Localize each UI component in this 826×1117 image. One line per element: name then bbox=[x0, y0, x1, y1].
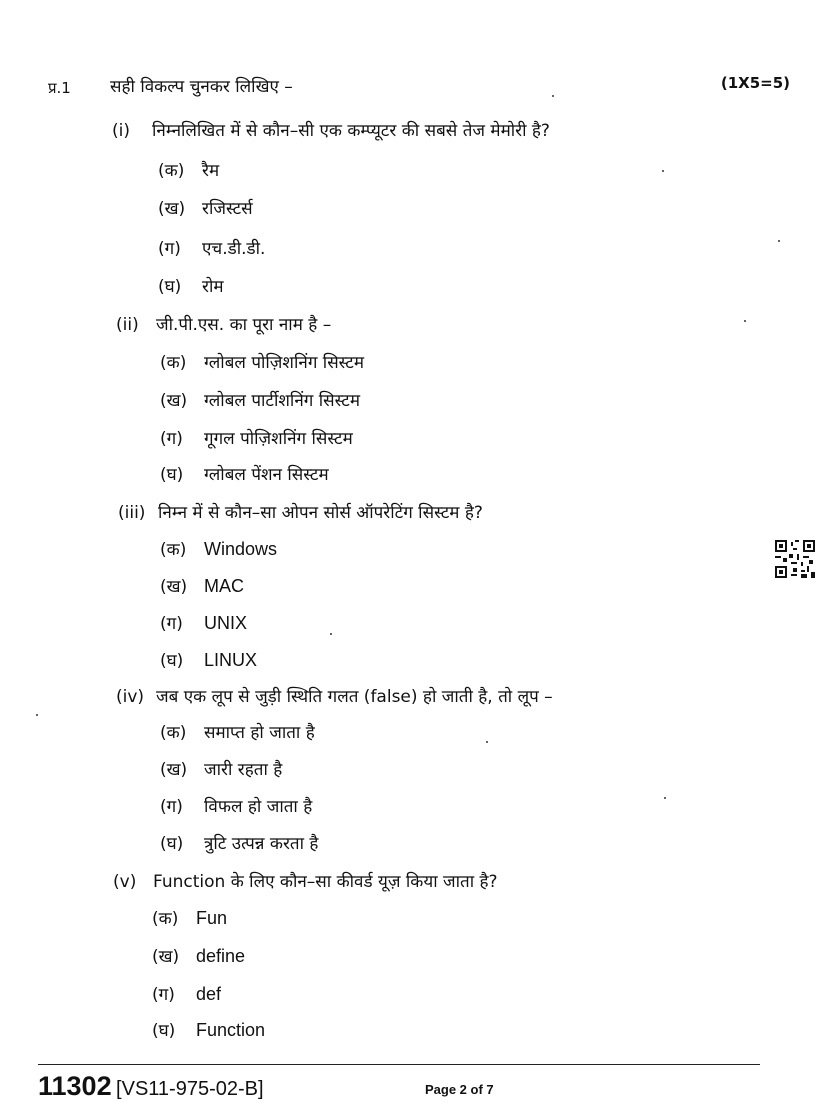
footer-divider bbox=[38, 1064, 760, 1065]
option-2-d bbox=[160, 462, 329, 485]
sub-question-number: (iv) bbox=[116, 687, 145, 707]
sub-question-text: निम्नलिखित में से कौन–सी एक कम्प्यूटर की सबसे तेज मेमोरी है? bbox=[152, 121, 550, 141]
option-label: (घ) bbox=[160, 651, 184, 671]
option-text: जारी रहता है bbox=[204, 760, 283, 780]
option-label: (ग) bbox=[160, 614, 183, 634]
option-label: (ख) bbox=[160, 760, 188, 780]
option-label: (ग) bbox=[158, 239, 181, 259]
option-3-c bbox=[160, 611, 247, 634]
option-text: गूगल पोज़िशनिंग सिस्टम bbox=[204, 429, 353, 449]
option-label: (घ) bbox=[152, 1021, 176, 1041]
option-2-b bbox=[160, 388, 360, 411]
option-text: Windows bbox=[204, 539, 278, 559]
marks-label: (1X5=5) bbox=[720, 74, 790, 92]
scan-speck bbox=[552, 95, 554, 97]
option-4-a bbox=[160, 720, 315, 743]
option-label: (घ) bbox=[160, 834, 184, 854]
option-label: (ख) bbox=[158, 199, 186, 219]
sub-question-4 bbox=[116, 684, 553, 707]
option-label: (क) bbox=[160, 353, 187, 373]
scan-speck bbox=[486, 741, 488, 743]
option-text: UNIX bbox=[204, 613, 248, 633]
option-text: रैम bbox=[202, 161, 220, 181]
option-text: त्रुटि उत्पन्न करता है bbox=[204, 834, 319, 854]
option-5-c bbox=[152, 982, 221, 1005]
option-text: ग्लोबल पार्टीशनिंग सिस्टम bbox=[204, 391, 360, 411]
option-1-c bbox=[158, 236, 265, 259]
sub-question-number: (ii) bbox=[116, 315, 139, 335]
page-number: Page 2 of 7 bbox=[425, 1082, 494, 1097]
option-text: def bbox=[196, 984, 222, 1004]
option-label: (ख) bbox=[160, 391, 188, 411]
option-2-c bbox=[160, 426, 353, 449]
option-label: (ग) bbox=[152, 985, 175, 1005]
option-5-a bbox=[152, 906, 227, 929]
option-text: विफल हो जाता है bbox=[204, 797, 313, 817]
option-text: MAC bbox=[204, 576, 244, 596]
sub-question-number: (i) bbox=[112, 121, 130, 141]
sub-question-text: जी.पी.एस. का पूरा नाम है – bbox=[156, 315, 332, 335]
qr-code-icon bbox=[775, 540, 815, 578]
paper-code bbox=[38, 1071, 264, 1102]
sub-question-1 bbox=[112, 118, 550, 141]
option-3-d bbox=[160, 648, 257, 671]
series-code: [VS11-975-02-B] bbox=[116, 1078, 264, 1100]
option-4-b bbox=[160, 757, 282, 780]
scan-speck bbox=[778, 240, 780, 242]
question-number: प्र.1 bbox=[48, 79, 71, 97]
sub-question-text: निम्न में से कौन–सा ओपन सोर्स ऑपरेटिंग सिस्टम है? bbox=[158, 503, 483, 523]
option-text: ग्लोबल पेंशन सिस्टम bbox=[204, 465, 329, 485]
option-text: एच.डी.डी. bbox=[202, 239, 266, 259]
option-text: LINUX bbox=[204, 650, 258, 670]
option-text: रजिस्टर्स bbox=[202, 199, 253, 219]
option-label: (घ) bbox=[158, 277, 182, 297]
option-label: (क) bbox=[152, 909, 179, 929]
sub-question-text: जब एक लूप से जुड़ी स्थिति गलत (false) हो जाती है, तो लूप – bbox=[156, 687, 553, 707]
option-4-d bbox=[160, 831, 318, 854]
option-label: (क) bbox=[158, 161, 185, 181]
option-5-d bbox=[152, 1018, 265, 1041]
sub-question-5 bbox=[113, 869, 498, 892]
option-1-d bbox=[158, 274, 224, 297]
option-1-b bbox=[158, 196, 253, 219]
scan-speck bbox=[330, 633, 332, 635]
option-5-b bbox=[152, 944, 245, 967]
option-text: रोम bbox=[202, 277, 224, 297]
option-text: Function bbox=[196, 1020, 266, 1040]
option-text: Fun bbox=[196, 908, 228, 928]
paper-number: 11302 bbox=[38, 1071, 112, 1101]
option-3-a bbox=[160, 537, 277, 560]
question-instruction: सही विकल्प चुनकर लिखिए – bbox=[110, 77, 293, 97]
scan-speck bbox=[36, 714, 38, 716]
option-label: (ख) bbox=[160, 577, 188, 597]
option-text: ग्लोबल पोज़िशनिंग सिस्टम bbox=[204, 353, 365, 373]
option-label: (ग) bbox=[160, 797, 183, 817]
option-2-a bbox=[160, 350, 364, 373]
option-3-b bbox=[160, 574, 244, 597]
scan-speck bbox=[744, 320, 746, 322]
sub-question-text: Function के लिए कौन–सा कीवर्ड यूज़ किया जाता है? bbox=[153, 872, 498, 892]
option-label: (घ) bbox=[160, 465, 184, 485]
option-label: (ग) bbox=[160, 429, 183, 449]
scan-speck bbox=[662, 170, 664, 172]
option-label: (क) bbox=[160, 723, 187, 743]
sub-question-3 bbox=[118, 500, 483, 523]
sub-question-2 bbox=[116, 312, 331, 335]
option-text: समाप्त हो जाता है bbox=[204, 723, 315, 743]
scan-speck bbox=[664, 797, 666, 799]
option-4-c bbox=[160, 794, 312, 817]
option-1-a bbox=[158, 158, 219, 181]
option-label: (ख) bbox=[152, 947, 180, 967]
sub-question-number: (v) bbox=[113, 872, 137, 892]
sub-question-number: (iii) bbox=[118, 503, 146, 523]
option-label: (क) bbox=[160, 540, 187, 560]
option-text: define bbox=[196, 946, 246, 966]
